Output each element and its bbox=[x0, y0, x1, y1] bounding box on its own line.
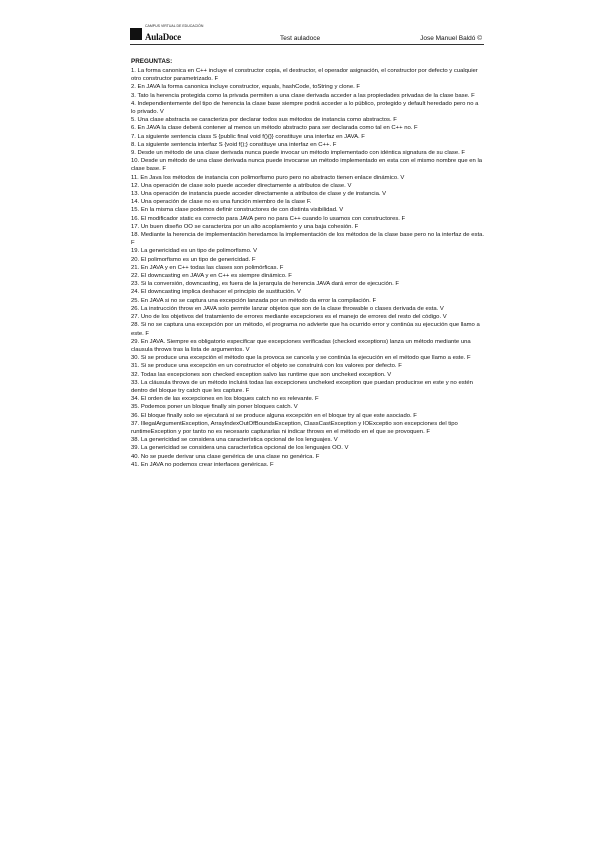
question-item: 10. Desde un método de una clase derivada nunca puede invocarse un método implementado en esta con el mismo nombre que en la clase base. F bbox=[131, 158, 483, 173]
logo-tagline: CAMPUS VIRTUAL DE EDUCACIÓN bbox=[145, 24, 204, 28]
question-item: 16. El modificador static es correcto para JAVA pero no para C++ cuando lo usamos con constructores. F bbox=[131, 215, 406, 222]
question-item: 39. La genericidad se considera una característica opcional de los lenguajes OO. V bbox=[131, 445, 349, 452]
question-item: 13. Una operación de instancia puede acceder directamente a atributos de clase y de instancia. V bbox=[131, 191, 387, 198]
question-item: 7. La siguiente sentencia class S {public final void f(){}} constituye una interfaz en JAVA. F bbox=[131, 133, 365, 140]
questions-list bbox=[131, 67, 484, 469]
question-item: 40. No se puede derivar una clase genérica de una clase no genérica. F bbox=[131, 453, 320, 460]
question-item: 27. Uno de los objetivos del tratamiento de errores mediante excepciones es el manejo de errores del resto del código. V bbox=[131, 314, 447, 321]
question-item: 18. Mediante la herencia de implementación heredamos la implementación de los métodos de la clase base pero no la interfaz de esta. F bbox=[131, 232, 484, 247]
header-title: Test auladoce bbox=[280, 35, 321, 42]
question-item: 12. Una operación de clase solo puede acceder directamente a atributos de clase. V bbox=[131, 182, 352, 189]
question-item: 1. La forma canonica en C++ incluye el constructor copia, el destructor, el operador asignación, el constructor por defecto y cualquier otro constructor parametrizado. F bbox=[131, 68, 478, 83]
question-item: 36. El bloque finally solo se ejecutará si se produce alguna excepción en el bloque try al que este asociado. F bbox=[131, 412, 417, 419]
page-header bbox=[130, 24, 484, 45]
question-item: 25. En JAVA si no se captura una excepción lanzada por un método da error la compilación. F bbox=[131, 297, 377, 304]
question-item: 23. Si la conversión, downcasting, es fuera de la jerarquía de herencia JAVA dará error de ejecución. F bbox=[131, 281, 399, 288]
question-item: 34. El orden de las excepciones en los bloques catch no es relevante. F bbox=[131, 396, 319, 403]
document-body bbox=[131, 57, 484, 469]
question-item: 32. Todas las excepciones son checked exception salvo las runtime que son uncheked exception. V bbox=[131, 371, 392, 378]
question-item: 2. En JAVA la forma canonica incluye constructor, equals, hashCode, toString y clone. F bbox=[131, 84, 360, 91]
logo-brand: AulaDoce bbox=[145, 32, 181, 42]
header-author: Jose Manuel Baldó © bbox=[420, 35, 482, 42]
question-item: 24. El downcasting implica deshacer el principio de sustitución. V bbox=[131, 289, 301, 296]
question-item: 4. Independientemente del tipo de herencia la clase base siempre podrá acceder a lo público, protegido y default heredado pero no a lo privado. V bbox=[131, 100, 479, 116]
auladoce-logo bbox=[130, 24, 204, 42]
question-item: 3. Tato la herencia protegida como la privada permiten a una clase derivada acceder a las propiedades privadas de la clase base. F bbox=[131, 92, 475, 99]
question-item: 41. En JAVA no podemos crear interfaces genéricas. F bbox=[131, 461, 274, 468]
question-item: 17. Un buen diseño OO se caracteriza por un alto acoplamiento y una baja cohesión. F bbox=[131, 223, 359, 230]
question-item: 29. En JAVA. Siempre es obligatorio especificar que excepciones verificadas (checked exceptions) lanza un método mediante una clausula throws tras la lista de argumentos. V bbox=[131, 338, 471, 353]
logo-mark-icon bbox=[130, 28, 142, 40]
question-item: 5. Una clase abstracta se caracteriza por declarar todos sus métodos de instancia como abstractos. F bbox=[131, 117, 397, 124]
question-item: 11. En Java los métodos de instancia con polimorfismo puro pero no abstracto tienen enlace dinámico. V bbox=[131, 174, 405, 181]
question-item: 8. La siguiente sentencia interfaz S {void f();} constituye una interfaz en C++. F bbox=[131, 141, 337, 148]
question-item: 14. Una operación de clase no es una función miembro de la clase F. bbox=[131, 199, 312, 206]
question-item: 35. Podemos poner un bloque finally sin poner bloques catch. V bbox=[131, 404, 298, 411]
questions-heading: PREGUNTAS: bbox=[131, 58, 173, 65]
question-item: 37. IllegalArgumentException, ArrayIndexOutOfBoundsException, ClassCastException y IOExceptio son excepciones del tipo runtimeException y por tanto no es necesario capturarlas ni indicar throws en el método en el que se provoquen. F bbox=[131, 420, 458, 435]
question-item: 9. Desde un método de una clase derivada nunca puede invocar un método implementado con idéntica signatura de su clase. F bbox=[131, 150, 466, 157]
question-item: 19. La genericidad es un tipo de polimorfismo. V bbox=[131, 248, 258, 255]
question-item: 15. En la misma clase podemos definir constructores de con distinta visibilidad. V bbox=[131, 207, 344, 214]
question-item: 6. En JAVA la clase deberá contener al menos un método abstracto para ser declarada como tal en C++ no. F bbox=[131, 125, 418, 132]
question-item: 20. El polimorfismo es un tipo de genericidad. F bbox=[131, 256, 256, 263]
question-item: 33. La cláusula throws de un método incluirá todas las excepciones uncheked exception que puedan producirse en este y no estén dentro del bloque try catch que les capture. F bbox=[131, 379, 473, 394]
question-item: 22. El downcasting en JAVA y en C++ es siempre dinámico. F bbox=[131, 273, 292, 280]
question-item: 38. La genericidad se considera una característica opcional de los lenguajes. V bbox=[131, 437, 338, 444]
question-item: 26. La instrucción throw en JAVA solo permite lanzar objetos que son de la clase throwable o clases derivada de esta. V bbox=[131, 305, 444, 312]
question-item: 30. Si se produce una excepción el método que la provoca se cancela y se continúa la ejecución en el método que llamo a este. F bbox=[131, 355, 471, 362]
question-item: 28. Si no se captura una excepción por un método, el programa no advierte que ha ocurrido error y continúa su ejecución que llamo a este. F bbox=[131, 322, 480, 337]
question-item: 31. Si se produce una excepción en un constructor el objeto se construirá con los valores por defecto. F bbox=[131, 363, 402, 370]
question-item: 21. En JAVA y en C++ todas las clases son polimórficas. F bbox=[131, 264, 284, 271]
